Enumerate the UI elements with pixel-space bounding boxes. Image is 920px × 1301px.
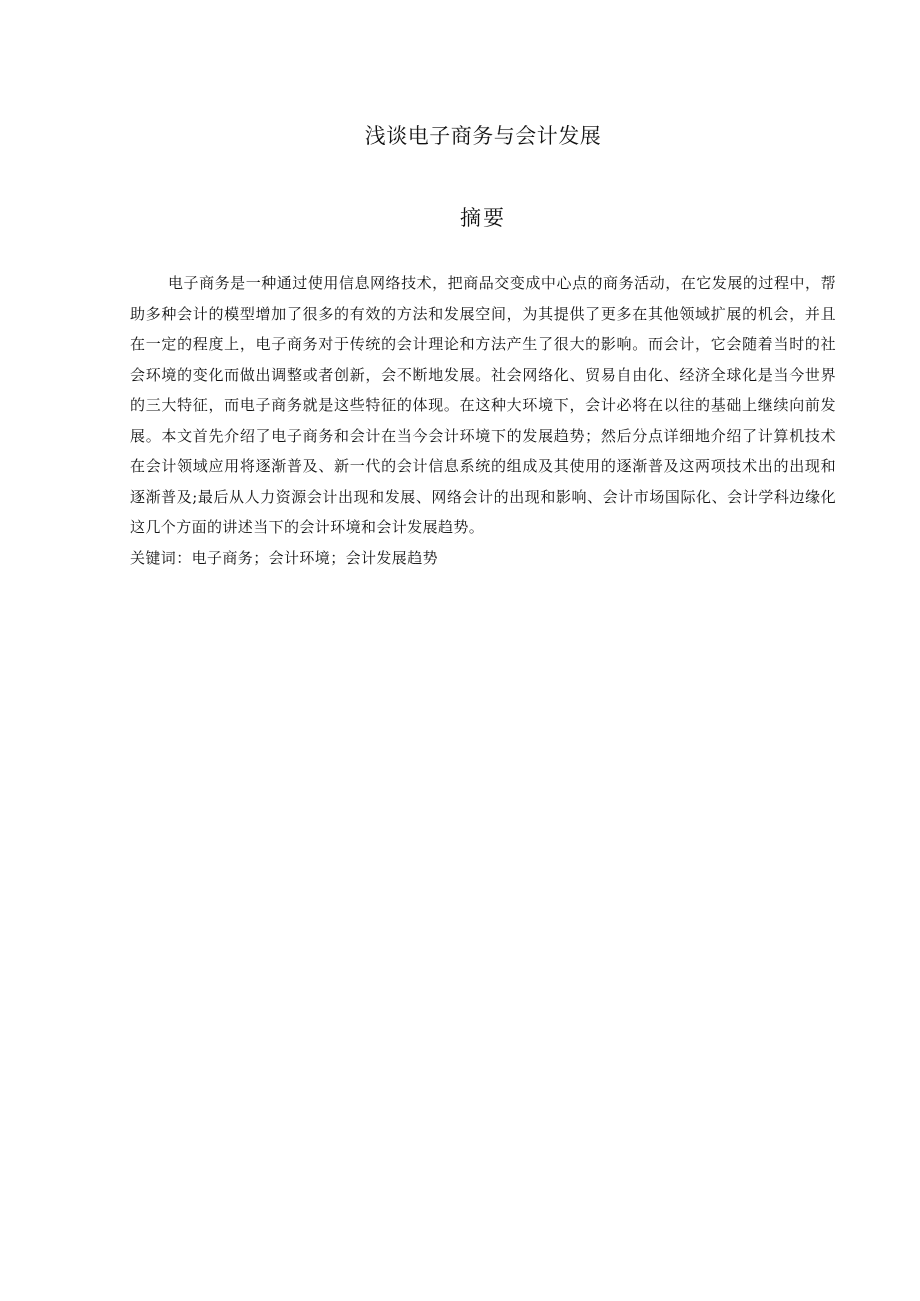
document-title: 浅谈电子商务与会计发展 xyxy=(364,124,602,148)
keywords-line: 关键词：电子商务；会计环境；会计发展趋势 xyxy=(130,549,439,567)
abstract-heading: 摘要 xyxy=(460,206,506,230)
abstract-paragraph: 电子商务是一种通过使用信息网络技术，把商品交变成中心点的商务活动，在它发展的过程中，帮助多种会计的模型增加了很多的有效的方法和发展空间，为其提供了更多在其他领域扩展的机会，并且在一定的程度上，电子商务对于传统的会计理论和方法产生了很大的影响。而会计，它会随着当时的社会环境的变化而做出调整或者创新，会不断地发展。社会网络化、贸易自由化、经济全球化是当今世界的三大特征，而电子商务就是这些特征的体现。在这种大环境下，会计必将在以往的基础上继续向前发展。本文首先介绍了电子商务和会计在当今会计环境下的发展趋势；然后分点详细地介绍了计算机技术在会计领域应用将逐渐普及、新一代的会计信息系统的组成及其使用的逐渐普及这两项技术出的出现和逐渐普及;最后从人力资源会计出现和发展、网络会计的出现和影响、会计市场国际化、会计学科边缘化这几个方面的讲述当下的会计环境和会计发展趋势。 xyxy=(130,274,836,536)
